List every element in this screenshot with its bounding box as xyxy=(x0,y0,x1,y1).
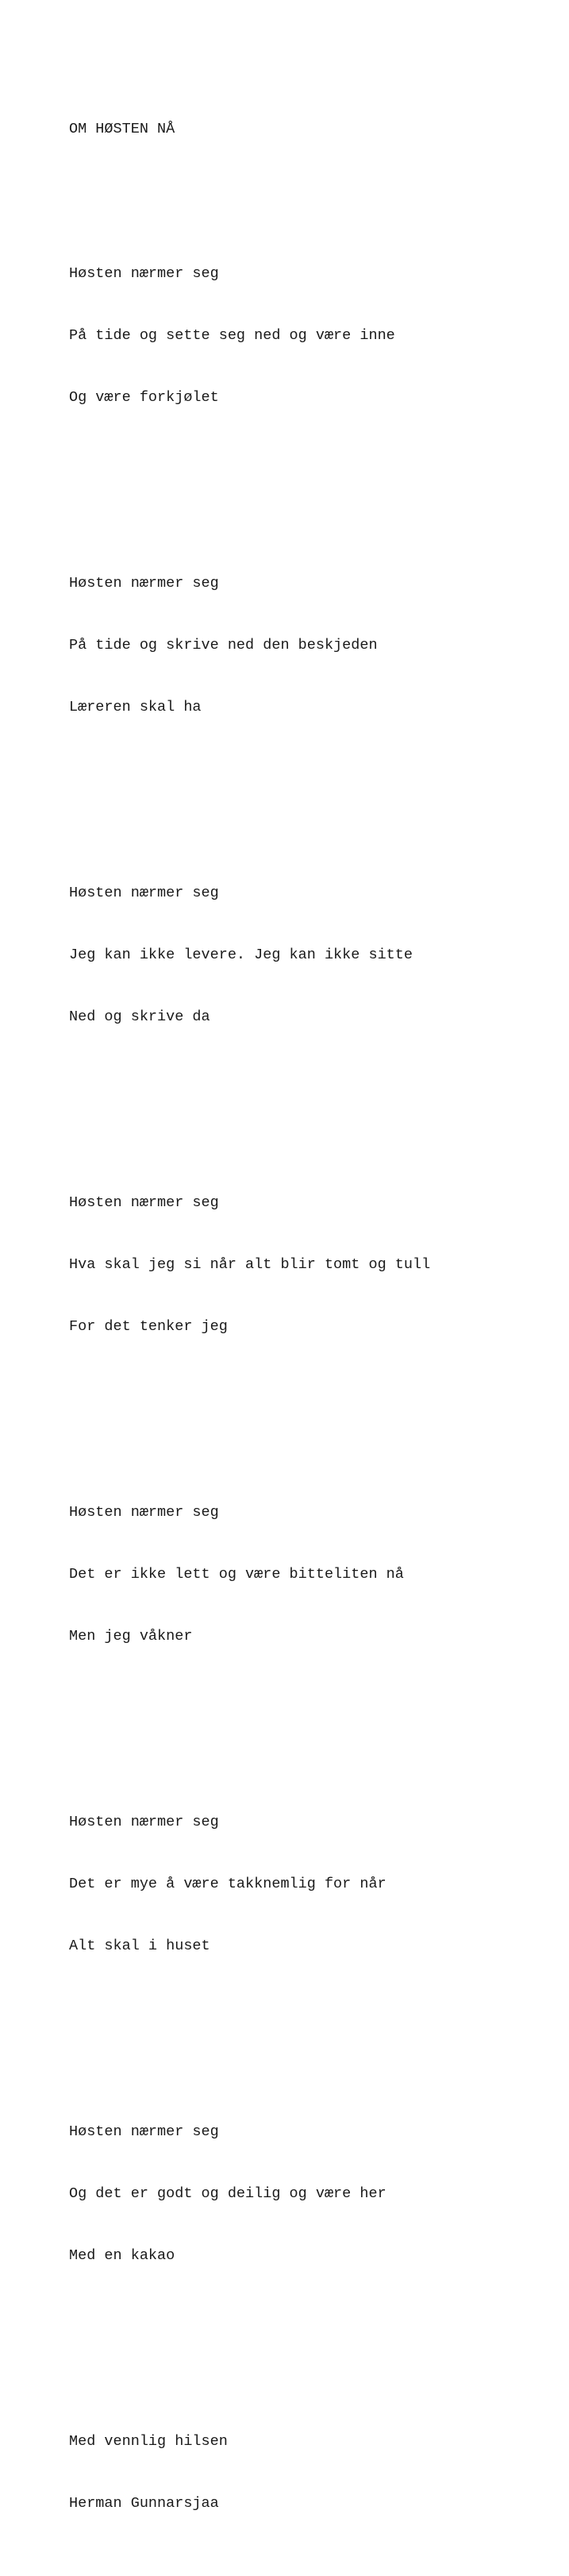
signature-block xyxy=(69,2390,553,2555)
poem-document xyxy=(69,78,553,2576)
stanza-line: Jeg kan ikke levere. Jeg kan ikke sitte xyxy=(69,947,413,963)
stanza-line: Høsten nærmer seg xyxy=(69,885,219,901)
stanza-5 xyxy=(69,1461,553,1688)
stanza-6 xyxy=(69,1771,553,1998)
stanza-line: Alt skal i huset xyxy=(69,1938,210,1954)
stanza-line: Med en kakao xyxy=(69,2247,175,2264)
stanza-line: Høsten nærmer seg xyxy=(69,575,219,592)
stanza-line: Høsten nærmer seg xyxy=(69,1194,219,1211)
stanza-line: Det er mye å være takknemlig for når xyxy=(69,1876,386,1892)
stanza-4 xyxy=(69,1151,553,1379)
stanza-line: For det tenker jeg xyxy=(69,1318,228,1335)
stanza-line: På tide og skrive ned den beskjeden xyxy=(69,637,378,654)
stanza-line: Læreren skal ha xyxy=(69,699,202,715)
stanza-line: Høsten nærmer seg xyxy=(69,1814,219,1830)
stanza-line: Og det er godt og deilig og være her xyxy=(69,2185,386,2202)
stanza-line: Og være forkjølet xyxy=(69,389,219,406)
stanza-line: Ned og skrive da xyxy=(69,1008,210,1025)
stanza-line: Det er ikke lett og være bitteliten nå xyxy=(69,1566,404,1583)
signature-closing: Med vennlig hilsen xyxy=(69,2433,228,2450)
stanza-7 xyxy=(69,2080,553,2308)
stanza-line: Hva skal jeg si når alt blir tomt og tull xyxy=(69,1256,431,1273)
signature-name: Herman Gunnarsjaa xyxy=(69,2495,219,2512)
poem-title: OM HØSTEN NÅ xyxy=(69,121,175,137)
stanza-line: Høsten nærmer seg xyxy=(69,2123,219,2140)
stanza-line: Høsten nærmer seg xyxy=(69,265,219,282)
stanza-line: Men jeg våkner xyxy=(69,1628,193,1645)
stanza-line: Høsten nærmer seg xyxy=(69,1504,219,1521)
stanza-1 xyxy=(69,222,553,449)
stanza-3 xyxy=(69,842,553,1069)
stanza-2 xyxy=(69,532,553,759)
stanza-line: På tide og sette seg ned og være inne xyxy=(69,327,395,344)
